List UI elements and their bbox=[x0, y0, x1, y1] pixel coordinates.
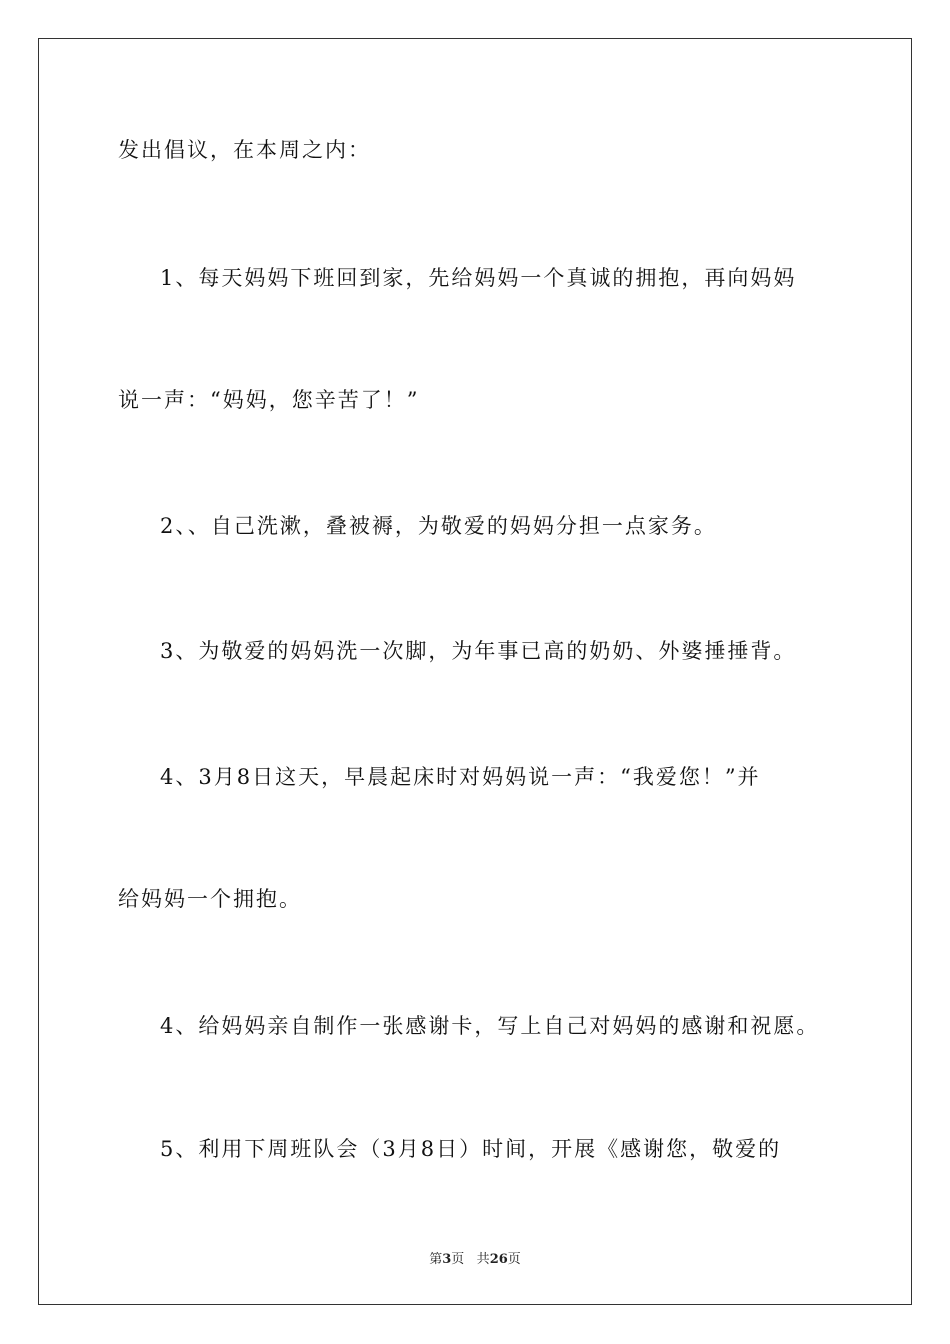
text-line: 3、为敬爱的妈妈洗一次脚，为年事已高的奶奶、外婆捶捶背。 bbox=[160, 639, 797, 663]
page-label-suffix: 页 bbox=[451, 1252, 465, 1267]
total-pages: 26 bbox=[489, 1252, 508, 1267]
text-line: 说一声：“妈妈，您辛苦了！” bbox=[118, 388, 420, 412]
page-footer bbox=[0, 1248, 950, 1267]
total-label-suffix: 页 bbox=[507, 1252, 521, 1267]
text-line: 发出倡议，在本周之内： bbox=[118, 138, 371, 162]
text-line: 1、每天妈妈下班回到家，先给妈妈一个真诚的拥抱，再向妈妈 bbox=[160, 266, 797, 290]
text-line: 4、给妈妈亲自制作一张感谢卡，写上自己对妈妈的感谢和祝愿。 bbox=[160, 1014, 820, 1038]
page-label-prefix: 第 bbox=[429, 1252, 443, 1267]
text-line: 5、利用下周班队会（3月8日）时间，开展《感谢您，敬爱的 bbox=[160, 1137, 782, 1161]
text-line: 4、3月8日这天，早晨起床时对妈妈说一声：“我爱您！”并 bbox=[160, 765, 761, 789]
page-number: 3 bbox=[442, 1252, 452, 1267]
text-line: 给妈妈一个拥抱。 bbox=[118, 887, 302, 911]
page-border bbox=[38, 38, 912, 1305]
text-line: 2、、自己洗漱，叠被褥，为敬爱的妈妈分担一点家务。 bbox=[160, 514, 717, 538]
total-label-prefix: 共 bbox=[476, 1252, 490, 1267]
